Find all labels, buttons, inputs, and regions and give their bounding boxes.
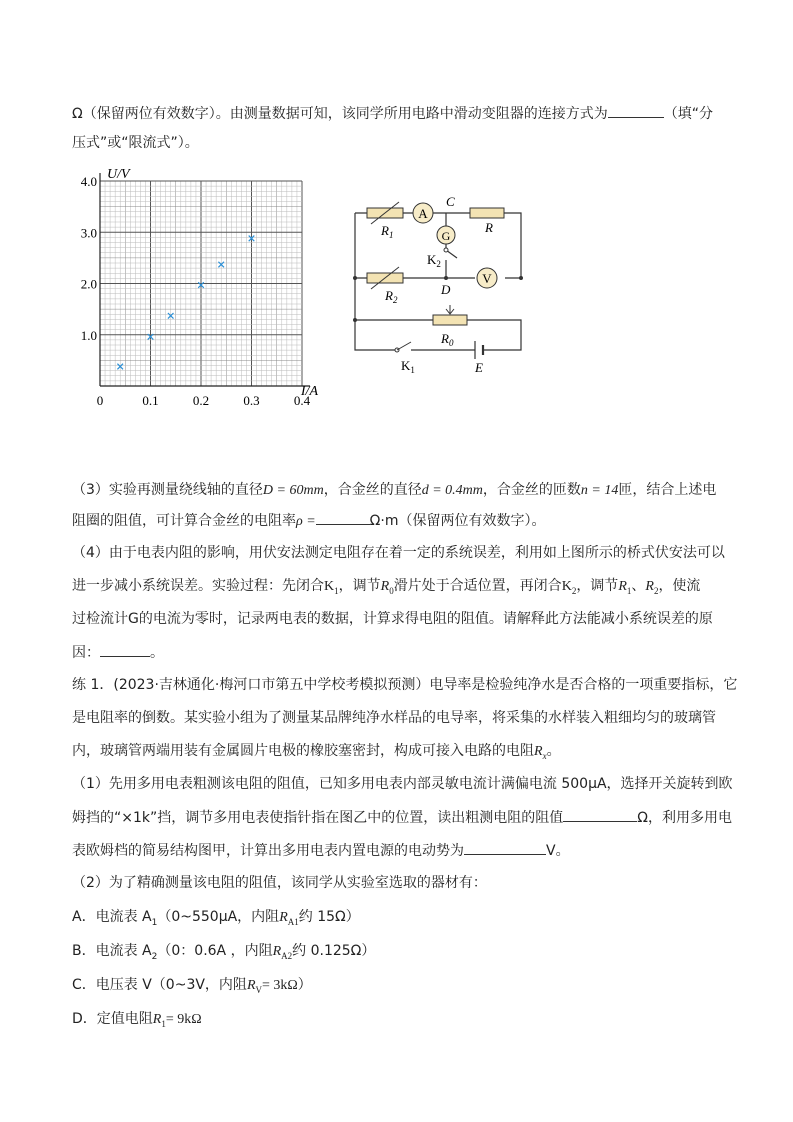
x-tick-label: 0 [96, 393, 104, 408]
galvanometer-label: G [441, 229, 451, 243]
option-d: D．定值电阻$R_1= 9k\Omega$ [72, 1011, 202, 1029]
x-tick-label: 0.1 [142, 393, 159, 408]
formula-wire-d: d = 0.4mm [421, 483, 483, 498]
ammeter-label: A [418, 206, 428, 221]
q4-line-2: 进一步减小系统误差。实验过程：先闭合$K_1$，调节$R_0$滑片处于合适位置，再闭合$K_2$，调节$R_1$、$R_2$，使流 [72, 578, 701, 596]
junction-dot [519, 276, 523, 280]
r0-label: $R_0$ [441, 331, 454, 348]
chart-grid [100, 181, 302, 386]
exercise-line-2: 是电阻率的倒数。某实验小组为了测量某品牌纯净水样品的电导率，将采集的水样装入粗细均匀的玻璃管 [72, 710, 716, 726]
q3-line-2: 阻圈的阻值，可计算合金丝的电阻率ρ = Ω·m（保留两位有效数字）。 [72, 510, 545, 532]
battery-label: E [475, 360, 483, 375]
text-segment: 压式”或“限流式”）。 [72, 135, 199, 151]
formula-n: n = 14 [580, 483, 619, 498]
text-segment: Ω（保留两位有效数字）。由测量数据可知，该同学所用电路中滑动变阻器的连接方式为 [72, 106, 608, 122]
resistor-r [470, 208, 504, 218]
part1-line-3: 表欧姆档的简易结构图甲，计算出多用电表内置电源的电动势为 V。 [72, 840, 570, 861]
answer-blank[interactable] [563, 807, 637, 822]
y-tick-label: 3.0 [80, 225, 97, 241]
rheostat-r0 [433, 315, 467, 325]
x-tick-label: 0.2 [192, 393, 210, 408]
q4-line-4: 因： 。 [72, 642, 164, 663]
option-c: C．电压表 V（0~3V，内阻$R_V= 3k\Omega$） [72, 977, 312, 995]
answer-blank[interactable] [608, 103, 664, 118]
junction-dot [353, 318, 357, 322]
q3-line-1: （3）实验再测量绕线轴的直径D = 60mm，合金丝的直径d = 0.4mm，合金丝的匝数n = 14匝，结合上述电 [72, 482, 717, 498]
y-tick-label: 4.0 [80, 174, 97, 189]
x-tick-label: 0.4 [293, 393, 311, 408]
voltmeter-label: V [482, 271, 492, 286]
node-d-label: D [441, 282, 451, 297]
k2-label: $K_2$ [427, 252, 441, 269]
y-tick-label: 2.0 [80, 276, 97, 292]
junction-dot [353, 276, 357, 280]
exercise-line-3: 内，玻璃管两端用装有金属圆片电极的橡胶塞密封，构成可接入电路的电阻$R_x$。 [72, 743, 561, 761]
part2-line: （2）为了精确测量该电阻的阻值，该同学从实验室选取的器材有： [72, 875, 487, 891]
answer-blank[interactable] [316, 510, 370, 525]
q4-line-3: 过检流计G的电流为零时，记录两电表的数据，计算求得电阻的阻值。请解释此方法能减小系统误差的原 [72, 611, 713, 627]
q4-line-1: （4）由于电表内阻的影响，用伏安法测定电阻存在着一定的系统误差，利用如上图所示的桥式伏安法可以 [72, 545, 725, 561]
r0-slider [446, 305, 454, 314]
y-axis-label: U/V [107, 167, 130, 182]
x-axis-label: I/A [300, 384, 318, 399]
answer-blank[interactable] [100, 642, 150, 657]
part1-line-1: （1）先用多用电表粗测该电阻的阻值，已知多用电表内部灵敏电流计满偏电流 500μA，选择开关旋转到欧 [72, 776, 733, 792]
chart-axes [100, 173, 310, 386]
r1-label: $R_1$ [381, 223, 394, 240]
switch-k2-pivot [444, 248, 448, 252]
ui-graph [80, 160, 325, 412]
x-tick-label: 0.3 [243, 393, 260, 408]
r2-label: $R_2$ [385, 288, 398, 305]
switch-k1-blade [397, 342, 411, 350]
text-line-2 [72, 133, 199, 153]
formula-rho: ρ = [296, 514, 316, 529]
k1-label: $K_1$ [401, 358, 415, 375]
answer-blank[interactable] [464, 840, 546, 855]
text-line-1 [72, 103, 713, 124]
formula-d: D = 60mm [262, 483, 324, 498]
y-tick-label: 1.0 [80, 327, 97, 343]
node-c-label: C [446, 194, 455, 209]
text-segment: （填“分 [663, 106, 713, 122]
option-a: A．电流表 $A_1(0\sim 550\mu A$，内阻$R_{A1}$约 15Ω） [72, 909, 360, 928]
node-d-dot [444, 276, 448, 280]
bridge-circuit-diagram [345, 190, 545, 380]
part1-line-2: 姆挡的“×1k”挡，调节多用电表使指针指在图乙中的位置，读出粗测电阻的阻值 Ω，利用多用电 [72, 807, 732, 828]
exercise-line-1: 练 1．(2023·吉林通化·梅河口市第五中学校考模拟预测）电导率是检验纯净水是否合格的一项重要指标，它 [72, 677, 738, 693]
resistor-r-label: R [485, 220, 493, 235]
option-b: B．电流表 $A_2(0$：0.6A ，内阻$R_{A2}$约 0.125Ω） [72, 943, 376, 962]
